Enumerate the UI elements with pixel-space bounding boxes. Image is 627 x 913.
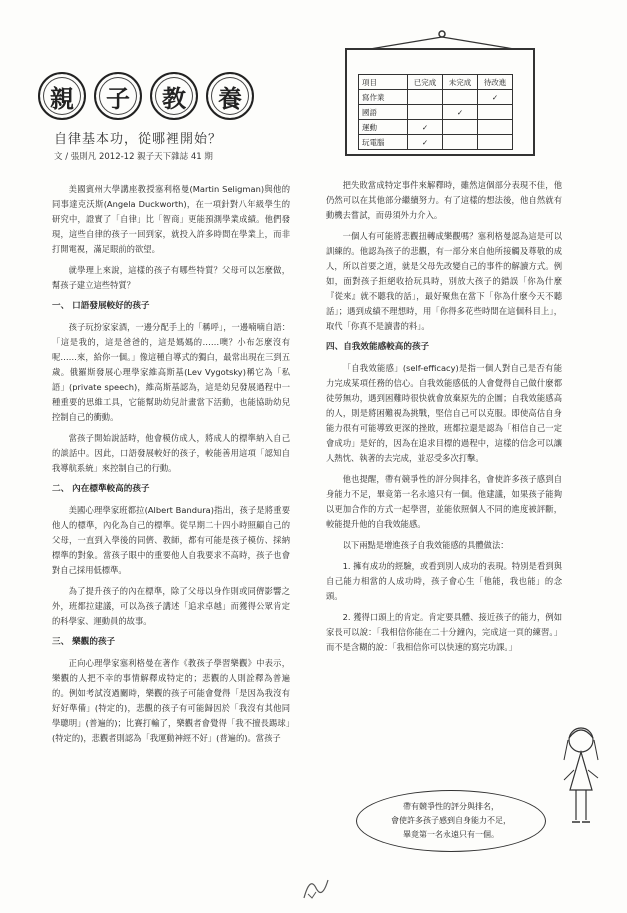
table-cell-check: ✓ bbox=[408, 135, 443, 150]
table-header-cell: 待改進 bbox=[478, 75, 513, 90]
left-column bbox=[52, 182, 290, 752]
section-heading: 四、自我效能感較高的孩子 bbox=[326, 342, 430, 352]
table-row bbox=[359, 90, 513, 105]
paragraph: 美國心理學家班都拉(Albert Bandura)指出，孩子是將重要他人的標準，內化為自己的標準。從早期二十四小時照顧自己的父母，一直到入學後的同儕、教師，都有可能是孩子模仿、採納標準的對象。當孩子眼中的重要他人自我要求不高時，孩子也會對自己採用低標準。 bbox=[52, 505, 290, 575]
section-heading: 二、 內在標準較高的孩子 bbox=[52, 484, 150, 494]
section-heading: 三、 樂觀的孩子 bbox=[52, 637, 116, 647]
bubble-text: 畢竟第一名永遠只有一個。 bbox=[403, 830, 499, 839]
table-row bbox=[359, 105, 513, 120]
page-number-doodle bbox=[300, 872, 330, 902]
byline: 文 / 張則凡 2012-12 親子天下雜誌 41 期 bbox=[54, 152, 213, 162]
table-header-row bbox=[359, 75, 513, 90]
table-cell-check bbox=[478, 135, 513, 150]
table-cell-check bbox=[443, 90, 478, 105]
masthead-char: 子 bbox=[94, 72, 142, 120]
table-header-cell: 已完成 bbox=[408, 75, 443, 90]
masthead bbox=[38, 72, 288, 124]
masthead-char: 親 bbox=[38, 72, 86, 120]
paragraph: 1. 擁有成功的經驗，或看到別人成功的表現。特別是看到與自己能力相當的人成功時，孩子會心生「他能，我也能」的念頭。 bbox=[326, 561, 562, 601]
paragraph: 孩子玩扮家家酒，一邊分配手上的「稱呼」，一邊喃喃自語：「這是我的，這是爸爸的，這是媽媽的……噢？小布怎麼沒有呢……來，給你一個。」像這種自導式的獨白，最常出現在三到五歲。俄羅斯發展心理學家維高斯基(Lev Vygotsky)稱它為「私語」(private speech)，維高斯基認為，這是幼兒發展過程中一種重要的思維工具，它能幫助幼兒計畫當下活動，也能協助幼兒控制自己的衝動。 bbox=[52, 322, 290, 422]
table-header-cell: 項目 bbox=[359, 75, 408, 90]
masthead-char: 養 bbox=[206, 72, 254, 120]
paragraph: 以下兩點是增進孩子自我效能感的具體做法： bbox=[342, 540, 509, 550]
paragraph: 為了提升孩子的內在標準，除了父母以身作則或同儕影響之外，班都拉建議，可以為孩子講述「追求卓越」而獲得公眾肯定的科學家、運動員的故事。 bbox=[52, 586, 290, 626]
paragraph: 美國賓州大學講座教授塞利格曼(Martin Seligman)與他的同事達克沃斯(Angela Duckworth)，在一項針對八年級學生的研究中，證實了「自律」比「智商」更能預測學業成績。他們發現，這些自律的孩子一回到家，就投入許多時間在學業上，而非打開電視，滿足眼前的欲望。 bbox=[52, 184, 290, 254]
masthead-char: 教 bbox=[150, 72, 198, 120]
paragraph: 一個人有可能將悲觀扭轉成樂觀嗎？塞利格曼認為這是可以訓練的。他認為孩子的悲觀，有一部分來自他所接觸及尊敬的成人，所以首要之道，就是父母先改變自己的事件的解讀方式。例如，面對孩子拒絕收拾玩具時，別放大孩子的錯誤「你為什麼『從來』就不聽我的話」，最好聚焦在當下「你為什麼今天不聽話」；遇到成績不理想時，用「你得多花些時間在這個科目上」，取代「你真不是讀書的料」。 bbox=[326, 231, 562, 331]
paragraph: 當孩子開始說話時，他會模仿成人，將成人的標準納入自己的談話中。因此，口語發展較好的孩子，較能善用這項「認知自我導航系統」來控制自己的行動。 bbox=[52, 433, 290, 473]
table-cell-check bbox=[408, 90, 443, 105]
paragraph: 把失敗當成特定事件來解釋時，雖然這個部分表現不佳，他仍然可以在其他部分繼續努力。有了這樣的想法後，他自然就有動機去嘗試，而毋須外力介入。 bbox=[326, 180, 562, 220]
table-cell-check bbox=[408, 105, 443, 120]
paragraph: 2. 獲得口頭上的肯定。肯定要具體、接近孩子的能力，例如家長可以說：「我相信你能在二十分鐘內，完成這一頁的練習。」而不是含糊的說：「我相信你可以快速的寫完功課。」 bbox=[326, 612, 562, 652]
table-header-cell: 未完成 bbox=[443, 75, 478, 90]
table-cell-item: 玩電腦 bbox=[359, 135, 408, 150]
girl-illustration bbox=[556, 720, 606, 840]
table-cell-item: 運動 bbox=[359, 120, 408, 135]
paragraph: 他也提醒，帶有競爭性的評分與排名，會使許多孩子感到自身能力不足，畢竟第一名永遠只有一個。他建議，如果孩子能夠以更加合作的方式一起學習，並能依照個人不同的進度被評斷，較能提升他的自我效能感。 bbox=[326, 474, 562, 529]
table-cell-check: ✓ bbox=[478, 90, 513, 105]
paragraph: 「自我效能感」(self-efficacy)是指一個人對自己是否有能力完成某項任務的信心。自我效能感低的人會覺得自己做什麼都徒勞無功，遇到困難時很快就會放棄原先的企圖；自我效能感高的人，則是將困難視為挑戰，堅信自己可以克服。即使高估自身能力很有可能導致更深的挫敗，班都拉還是認為「相信自己一定會成功」是好的，因為在追求目標的過程中，這樣的信念可以讓人熱忱、執著的去完成，並忍受多次打擊。 bbox=[326, 363, 562, 463]
table-cell-item: 寫作業 bbox=[359, 90, 408, 105]
table-row bbox=[359, 135, 513, 150]
bubble-text: 帶有競爭性的評分與排名， bbox=[403, 802, 499, 811]
bubble-text: 會使許多孩子感到自身能力不足， bbox=[391, 816, 511, 825]
table-cell-check bbox=[478, 105, 513, 120]
table-cell-check bbox=[443, 135, 478, 150]
checklist-table bbox=[358, 74, 513, 150]
right-column bbox=[326, 178, 562, 661]
paragraph: 正向心理學家塞利格曼在著作《教孩子學習樂觀》中表示，樂觀的人把不幸的事情解釋成特定的；悲觀的人則詮釋為普遍的。例如考試沒過關時，樂觀的孩子可能會覺得「是因為我沒有好好準備」(特定的)，悲觀的孩子有可能歸因於「我沒有其他同學聰明」(普遍的)；比賽打輸了，樂觀者會覺得「我不擅長踢球」(特定的)，悲觀者則認為「我運動神經不好」(普遍的)。當孩子 bbox=[52, 658, 290, 743]
table-row bbox=[359, 120, 513, 135]
table-cell-check bbox=[478, 120, 513, 135]
article-title: 自律基本功，從哪裡開始？ bbox=[54, 132, 223, 147]
speech-bubble bbox=[356, 790, 546, 852]
table-cell-check: ✓ bbox=[443, 105, 478, 120]
table-cell-check: ✓ bbox=[408, 120, 443, 135]
section-heading: 一、 口語發展較好的孩子 bbox=[52, 301, 150, 311]
paragraph: 就學理上來說，這樣的孩子有哪些特質？父母可以怎麼做，幫孩子建立這些特質？ bbox=[52, 265, 290, 290]
table-cell-check bbox=[443, 120, 478, 135]
table-cell-item: 國語 bbox=[359, 105, 408, 120]
